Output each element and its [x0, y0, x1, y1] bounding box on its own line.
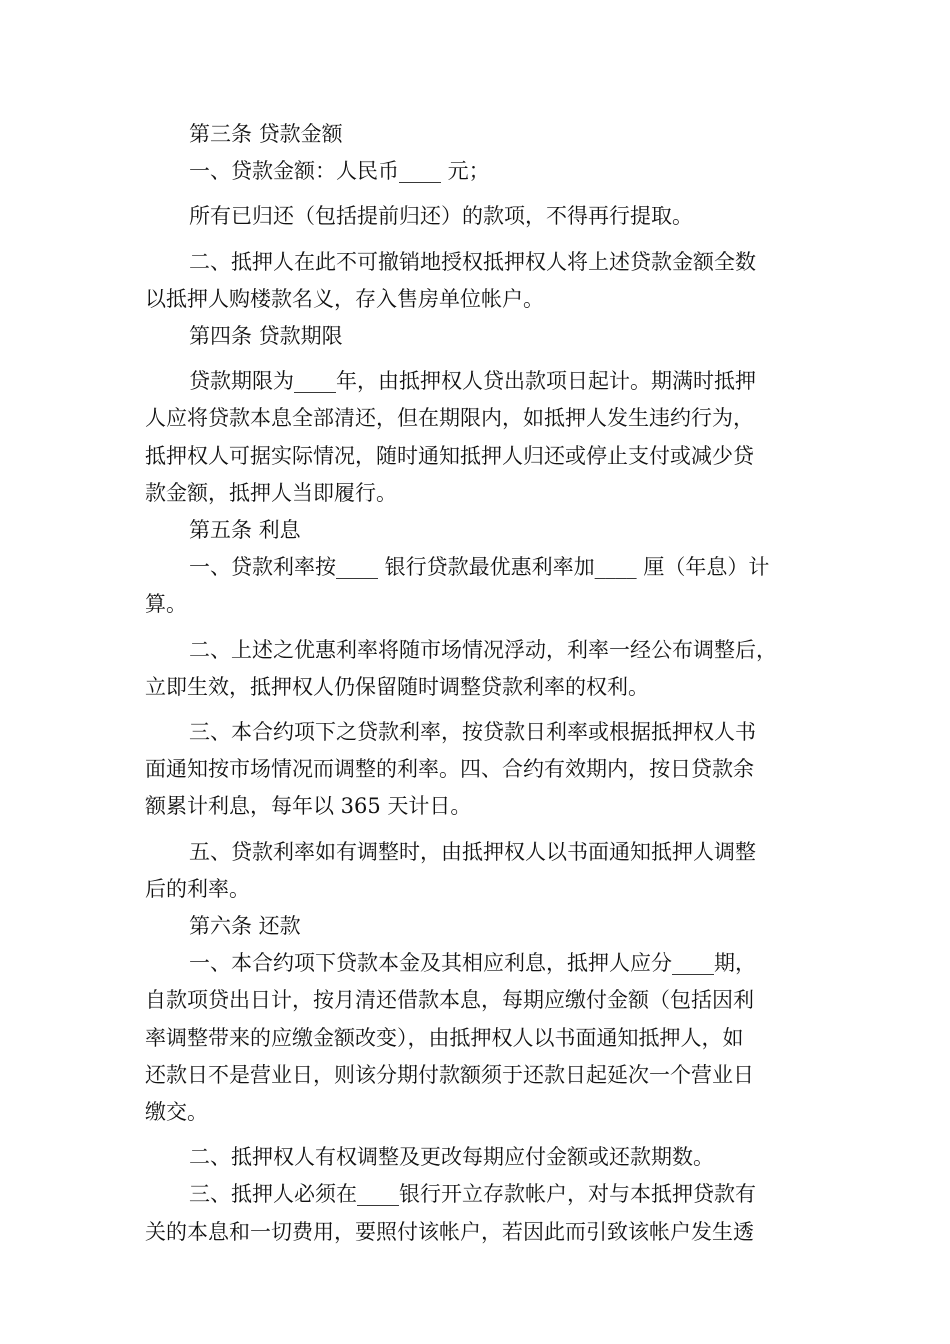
text-line: 五、贷款利率如有调整时，由抵押权人以书面通知抵押人调整	[189, 839, 756, 864]
text-line: 第六条 还款	[189, 914, 301, 939]
text-line: 以抵押人购楼款名义，存入售房单位帐户。	[145, 286, 544, 311]
text-line: 一、贷款金额：人民币____ 元；	[189, 159, 490, 184]
text-line: 二、上述之优惠利率将随市场情况浮动，利率一经公布调整后，	[189, 637, 777, 662]
text-line: 二、抵押权人有权调整及更改每期应付金额或还款期数。	[189, 1145, 714, 1170]
text-line: 自款项贷出日计，按月清还借款本息，每期应缴付金额（包括因利	[145, 988, 754, 1013]
text-line: 额累计利息，每年以 365 天计日。	[145, 794, 472, 819]
text-line: 一、本合约项下贷款本金及其相应利息，抵押人应分____期，	[189, 951, 756, 976]
text-line: 后的利率。	[145, 876, 250, 901]
text-line: 面通知按市场情况而调整的利率。四、合约有效期内，按日贷款余	[145, 757, 754, 782]
text-line: 第四条 贷款期限	[189, 324, 343, 349]
text-line: 三、抵押人必须在____银行开立存款帐户，对与本抵押贷款有	[189, 1182, 756, 1207]
text-line: 款金额，抵押人当即履行。	[145, 480, 397, 505]
text-line: 还款日不是营业日，则该分期付款额须于还款日起延次一个营业日	[145, 1062, 754, 1087]
text-line: 三、本合约项下之贷款利率，按贷款日利率或根据抵押权人书	[189, 720, 756, 745]
text-line: 缴交。	[145, 1100, 208, 1125]
text-line: 一、贷款利率按____ 银行贷款最优惠利率加____ 厘（年息）计	[189, 555, 770, 580]
text-line: 关的本息和一切费用，要照付该帐户，若因此而引致该帐户发生透	[145, 1219, 754, 1244]
document-body	[145, 116, 833, 1251]
text-line: 立即生效，抵押权人仍保留随时调整贷款利率的权利。	[145, 674, 649, 699]
text-line: 率调整带来的应缴金额改变），由抵押权人以书面通知抵押人，如	[145, 1025, 744, 1050]
text-line: 所有已归还（包括提前归还）的款项，不得再行提取。	[189, 204, 693, 229]
text-line: 抵押权人可据实际情况，随时通知抵押人归还或停止支付或减少贷	[145, 443, 754, 468]
text-line: 第五条 利息	[189, 518, 301, 543]
text-line: 二、抵押人在此不可撤销地授权抵押权人将上述贷款金额全数	[189, 249, 756, 274]
text-line: 人应将贷款本息全部清还，但在期限内，如抵押人发生违约行为，	[145, 406, 754, 431]
text-line: 贷款期限为____年，由抵押权人贷出款项日起计。期满时抵押	[189, 369, 756, 394]
text-line: 第三条 贷款金额	[189, 122, 343, 146]
text-line: 算。	[145, 592, 187, 617]
